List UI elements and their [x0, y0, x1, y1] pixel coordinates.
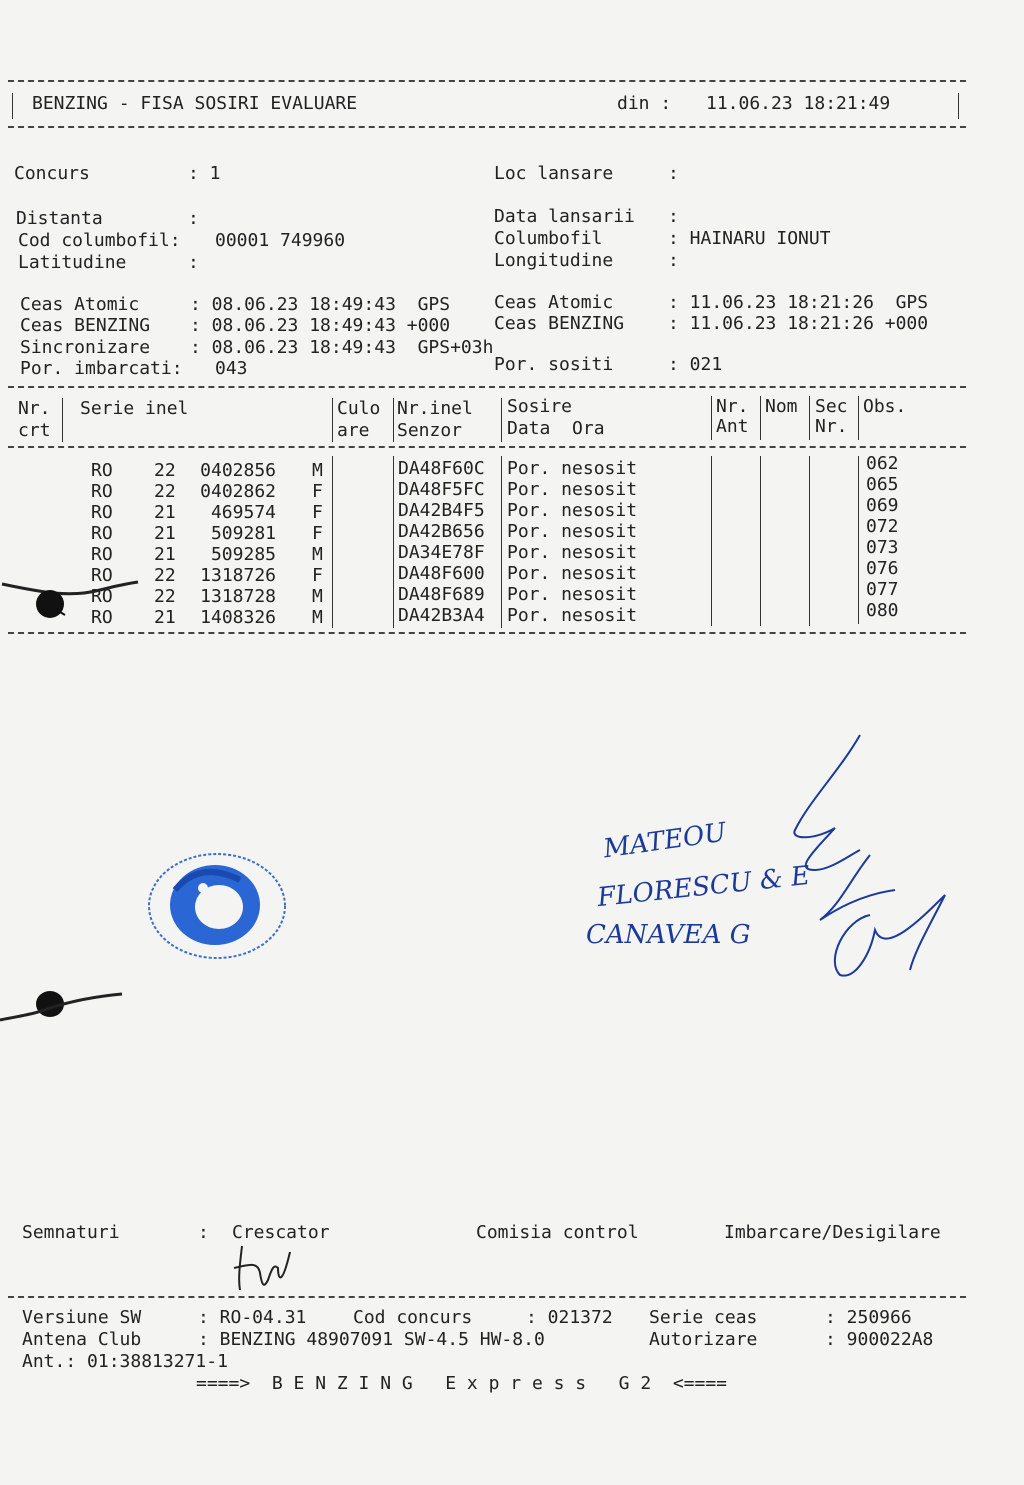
document-title: BENZING - FISA SOSIRI EVALUARE	[32, 93, 358, 114]
product-banner: ====> B E N Z I N G E x p r e s s G 2 <====	[196, 1373, 728, 1394]
arrival-status: Por. nesosit	[507, 605, 638, 626]
ring-number: 469574	[210, 502, 276, 523]
sositi-label: Por. sositi	[494, 354, 614, 375]
sensor-id: DA48F5FC	[398, 479, 485, 500]
ceas-benzing-left-value: : 08.06.23 18:49:43 +000	[190, 315, 451, 336]
header-bottom-rule	[8, 126, 966, 128]
crescator-label: Crescator	[232, 1222, 330, 1243]
sex: F	[312, 523, 323, 544]
header-sep	[760, 396, 761, 440]
col-culoare-header-2: are	[337, 420, 370, 441]
ceas-benzing-right-label: Ceas BENZING	[494, 313, 625, 334]
observation: 073	[866, 537, 899, 558]
col-sosire-header-1: Sosire	[507, 396, 573, 417]
ring-country: RO	[91, 586, 113, 607]
sex: F	[312, 565, 323, 586]
header-sep	[809, 396, 810, 440]
arrival-status: Por. nesosit	[507, 521, 638, 542]
arrival-status: Por. nesosit	[507, 563, 638, 584]
cod-concurs-value: : 021372	[526, 1307, 613, 1328]
comisia-label: Comisia control	[476, 1222, 639, 1243]
ceas-atomic-right-label: Ceas Atomic	[494, 292, 614, 313]
ring-country: RO	[91, 460, 113, 481]
ring-number: 0402856	[200, 460, 276, 481]
handwritten-name-1: MATEOU	[601, 817, 729, 865]
col-sosire-header-2: Data Ora	[507, 418, 605, 439]
footer-rule	[8, 1296, 966, 1298]
sincronizare-label: Sincronizare	[20, 337, 151, 358]
body-sep	[501, 456, 502, 628]
latitudine-label: Latitudine	[18, 252, 127, 273]
body-sep	[711, 456, 712, 626]
col-ant-header-2: Ant	[716, 416, 749, 437]
ceas-atomic-left-label: Ceas Atomic	[20, 294, 140, 315]
concurs-value: : 1	[188, 163, 221, 184]
header-sep	[393, 398, 394, 442]
sex: M	[312, 460, 323, 481]
body-sep	[809, 456, 810, 626]
observation: 080	[866, 600, 899, 621]
loc-lansare-value: :	[668, 163, 679, 184]
autorizare-value: : 900022A8	[825, 1329, 934, 1350]
observation: 065	[866, 474, 899, 495]
concurs-label: Concurs	[14, 163, 90, 184]
versiune-value: : RO-04.31	[198, 1307, 307, 1328]
sex: M	[312, 586, 323, 607]
col-sec-header-2: Nr.	[815, 416, 848, 437]
arrival-status: Por. nesosit	[507, 479, 638, 500]
autorizare-label: Autorizare	[649, 1329, 758, 1350]
sex: M	[312, 607, 323, 628]
latitudine-value: :	[188, 252, 199, 273]
col-nom-header: Nom	[765, 396, 798, 417]
ring-number: 0402862	[200, 481, 276, 502]
col-nrinel-header-2: Senzor	[397, 420, 463, 441]
date-label: din :	[617, 93, 672, 114]
body-sep	[858, 456, 859, 624]
distanta-value: :	[188, 208, 199, 229]
col-culoare-header-1: Culo	[337, 398, 381, 419]
imbarcare-label: Imbarcare/Desigilare	[724, 1222, 941, 1243]
ring-year: 21	[154, 523, 176, 544]
sex: F	[312, 481, 323, 502]
arrival-status: Por. nesosit	[507, 584, 638, 605]
sensor-id: DA48F600	[398, 563, 485, 584]
imbarcati-label: Por. imbarcati:	[20, 358, 183, 379]
columbofil-value: : HAINARU IONUT	[668, 228, 831, 249]
ceas-benzing-left-label: Ceas BENZING	[20, 315, 151, 336]
observation: 062	[866, 453, 899, 474]
col-serie-header: Serie inel	[80, 398, 189, 419]
observation: 069	[866, 495, 899, 516]
ring-year: 22	[154, 481, 176, 502]
cod-columbofil-value: 00001 749960	[215, 230, 346, 251]
versiune-label: Versiune SW	[22, 1307, 142, 1328]
sensor-id: DA34E78F	[398, 542, 485, 563]
table-header-rule	[8, 446, 966, 448]
header-left-bar	[12, 93, 13, 119]
signatures-colon: :	[198, 1222, 209, 1243]
header-top-rule	[8, 80, 966, 82]
ring-country: RO	[91, 544, 113, 565]
ring-number: 1318728	[200, 586, 276, 607]
ring-year: 22	[154, 565, 176, 586]
ring-year: 21	[154, 544, 176, 565]
ceas-atomic-right-value: : 11.06.23 18:21:26 GPS	[668, 292, 929, 313]
body-sep	[393, 456, 394, 628]
cod-concurs-label: Cod concurs	[353, 1307, 473, 1328]
cod-columbofil-label: Cod columbofil:	[18, 230, 181, 251]
observation: 072	[866, 516, 899, 537]
ring-country: RO	[91, 607, 113, 628]
sex: F	[312, 502, 323, 523]
sensor-id: DA42B4F5	[398, 500, 485, 521]
date-value: 11.06.23 18:21:49	[706, 93, 891, 114]
arrival-status: Por. nesosit	[507, 458, 638, 479]
serie-ceas-label: Serie ceas	[649, 1307, 758, 1328]
commission-signature-scribble	[700, 730, 960, 990]
longitudine-label: Longitudine	[494, 250, 614, 271]
ceas-atomic-left-value: : 08.06.23 18:49:43 GPS	[190, 294, 451, 315]
signatures-label: Semnaturi	[22, 1222, 120, 1243]
ring-number: 509281	[210, 523, 276, 544]
columbofil-label: Columbofil	[494, 228, 603, 249]
ring-year: 21	[154, 502, 176, 523]
col-nr-header-2: crt	[18, 420, 51, 441]
crescator-signature-scribble	[230, 1238, 300, 1298]
col-nrinel-header-1: Nr.inel	[397, 398, 473, 419]
col-nr-header-1: Nr.	[18, 398, 51, 419]
observation: 077	[866, 579, 899, 600]
antenna-line: Ant.: 01:38813271-1	[22, 1351, 228, 1372]
table-bottom-rule	[8, 632, 966, 634]
serie-ceas-value: : 250966	[825, 1307, 912, 1328]
sositi-value: : 021	[668, 354, 723, 375]
sex: M	[312, 544, 323, 565]
arrival-status: Por. nesosit	[507, 500, 638, 521]
header-sep	[711, 396, 712, 440]
header-sep	[332, 398, 333, 442]
sensor-id: DA42B656	[398, 521, 485, 542]
sensor-id: DA48F689	[398, 584, 485, 605]
handwritten-name-2: FLORESCU & E	[596, 860, 812, 914]
body-sep	[760, 456, 761, 626]
header-sep	[501, 398, 502, 442]
official-stamp	[145, 850, 295, 965]
table-top-rule	[8, 386, 966, 388]
distanta-label: Distanta	[16, 208, 103, 229]
antena-value: : BENZING 48907091 SW-4.5 HW-8.0	[198, 1329, 545, 1350]
col-ant-header-1: Nr.	[716, 396, 749, 417]
header-right-bar	[958, 93, 959, 119]
ring-year: 22	[154, 460, 176, 481]
data-lansarii-label: Data lansarii	[494, 206, 635, 227]
ring-number: 1318726	[200, 565, 276, 586]
ring-number: 1408326	[200, 607, 276, 628]
ring-country: RO	[91, 502, 113, 523]
header-sep	[62, 398, 63, 442]
ink-blot	[0, 984, 125, 1029]
loc-lansare-label: Loc lansare	[494, 163, 614, 184]
sensor-id: DA48F60C	[398, 458, 485, 479]
ink-blot	[0, 570, 140, 630]
ring-country: RO	[91, 481, 113, 502]
col-sec-header-1: Sec	[815, 396, 848, 417]
ceas-benzing-right-value: : 11.06.23 18:21:26 +000	[668, 313, 929, 334]
sensor-id: DA42B3A4	[398, 605, 485, 626]
observation: 076	[866, 558, 899, 579]
ring-number: 509285	[210, 544, 276, 565]
sincronizare-value: : 08.06.23 18:49:43 GPS+03h	[190, 337, 494, 358]
data-lansarii-value: :	[668, 206, 679, 227]
longitudine-value: :	[668, 250, 679, 271]
handwritten-name-3: CANAVEA G	[586, 920, 751, 950]
imbarcati-value: 043	[215, 358, 248, 379]
ring-country: RO	[91, 523, 113, 544]
header-sep	[858, 396, 859, 440]
ring-country: RO	[91, 565, 113, 586]
arrival-status: Por. nesosit	[507, 542, 638, 563]
antena-label: Antena Club	[22, 1329, 142, 1350]
col-obs-header: Obs.	[863, 396, 907, 417]
body-sep	[332, 456, 333, 628]
ring-year: 21	[154, 607, 176, 628]
ring-year: 22	[154, 586, 176, 607]
